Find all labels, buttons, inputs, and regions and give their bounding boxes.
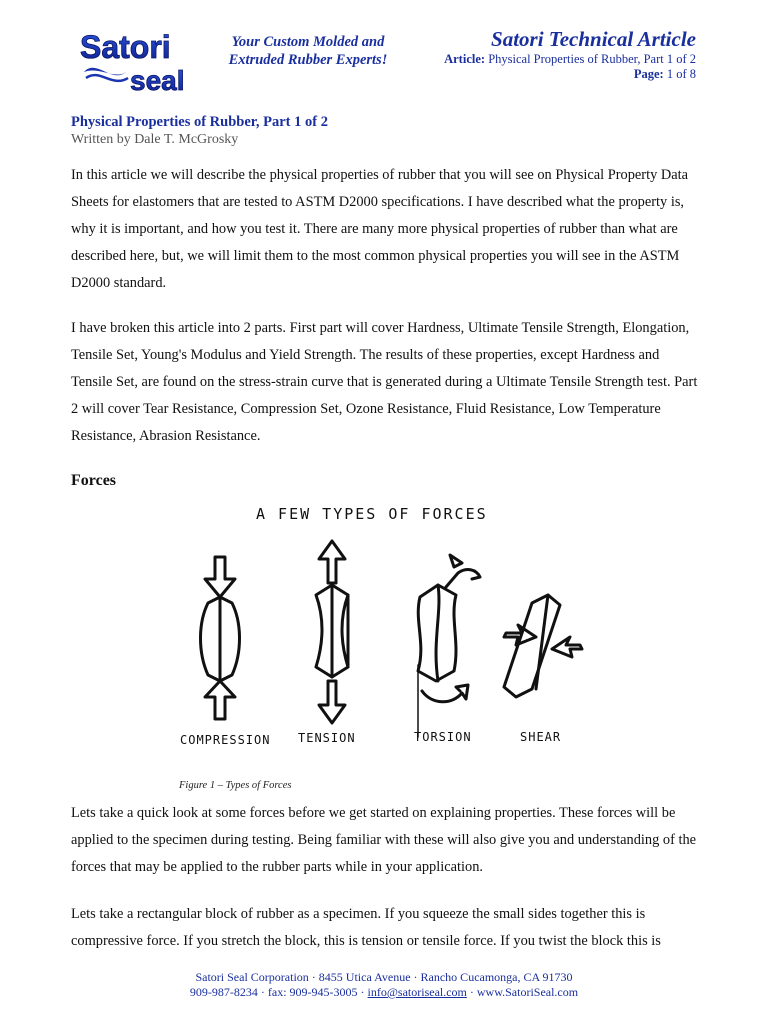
tension-sketch [316, 541, 348, 723]
article-value: Physical Properties of Rubber, Part 1 of 2 [488, 52, 696, 66]
torsion-sketch [418, 555, 480, 737]
footer-address: Satori Seal Corporation · 8455 Utica Avenue · Rancho Cucamonga, CA 91730 [195, 970, 573, 984]
svg-text:seal: seal [130, 65, 185, 94]
forces-figure [170, 495, 600, 757]
article-line [444, 52, 696, 67]
article-header-info [444, 26, 696, 82]
label-shear: SHEAR [520, 730, 562, 744]
article-byline: Written by Dale T. McGrosky [71, 132, 239, 147]
page-value: 1 of 8 [666, 67, 696, 81]
forces-intro-paragraph: Lets take a quick look at some forces before we get started on explaining properties. These forces will be applied to the specimen during testing. Being familiar with these will also give you and understanding of the forces that may be applied to the rubber parts while in your application. [71, 805, 697, 875]
doc-type-title: Satori Technical Article [491, 27, 696, 51]
footer-website: www.SatoriSeal.com [476, 985, 579, 999]
tagline-line-2: Extruded Rubber Experts! [228, 52, 388, 68]
label-compression: COMPRESSION [180, 733, 271, 747]
page-footer [0, 970, 768, 1000]
label-torsion: TORSION [414, 730, 472, 744]
footer-contact [0, 985, 768, 1000]
figure-caption: Figure 1 – Types of Forces [179, 780, 292, 791]
article-label: Article: [444, 52, 486, 66]
parts-paragraph: I have broken this article into 2 parts. First part will cover Hardness, Ultimate Tensile Strength, Elongation, Tensile Set, Young's Modulus and Yield Strength. The results of these properties, except Hardness and Tensile Set, are found on the stress-strain curve that is generated during a Ultimate Tensile Strength test. Part 2 will cover Tear Resistance, Compression Set, Ozone Resistance, Fluid Resistance, Low Temperature Resistance, Abrasion Resistance. [71, 320, 698, 444]
page-line [444, 67, 696, 82]
satori-seal-logo [78, 28, 198, 94]
footer-email-link[interactable]: info@satoriseal.com [367, 985, 467, 999]
tagline-line-1: Your Custom Molded and [231, 34, 385, 50]
page-label: Page: [633, 67, 664, 81]
forces-block-paragraph: Lets take a rectangular block of rubber as a specimen. If you squeeze the small sides together this is compressive force. If you stretch the block, this is tension or tensile force. If you twist the block this is [71, 906, 661, 949]
company-tagline [218, 33, 398, 69]
shear-sketch [504, 595, 582, 697]
intro-paragraph: In this article we will describe the physical properties of rubber that you will see on Physical Property Data Sheets for elastomers that are tested to ASTM D2000 specifications. I have described what the property is, why it is important, and how you test it. There are many more physical properties of rubber than what are described here, but, we will limit them to the most common physical properties you will see in the ASTM D2000 standard. [71, 167, 689, 291]
label-tension: TENSION [298, 731, 356, 745]
compression-sketch [201, 557, 240, 719]
footer-phone: 909-987-8234 · fax: 909-945-3005 · [189, 985, 368, 999]
article-title: Physical Properties of Rubber, Part 1 of 2 [71, 114, 328, 130]
footer-separator: · [466, 985, 477, 999]
svg-text:Satori: Satori [80, 29, 171, 65]
section-heading-forces: Forces [71, 472, 117, 489]
figure-title: A FEW TYPES OF FORCES [256, 505, 488, 523]
